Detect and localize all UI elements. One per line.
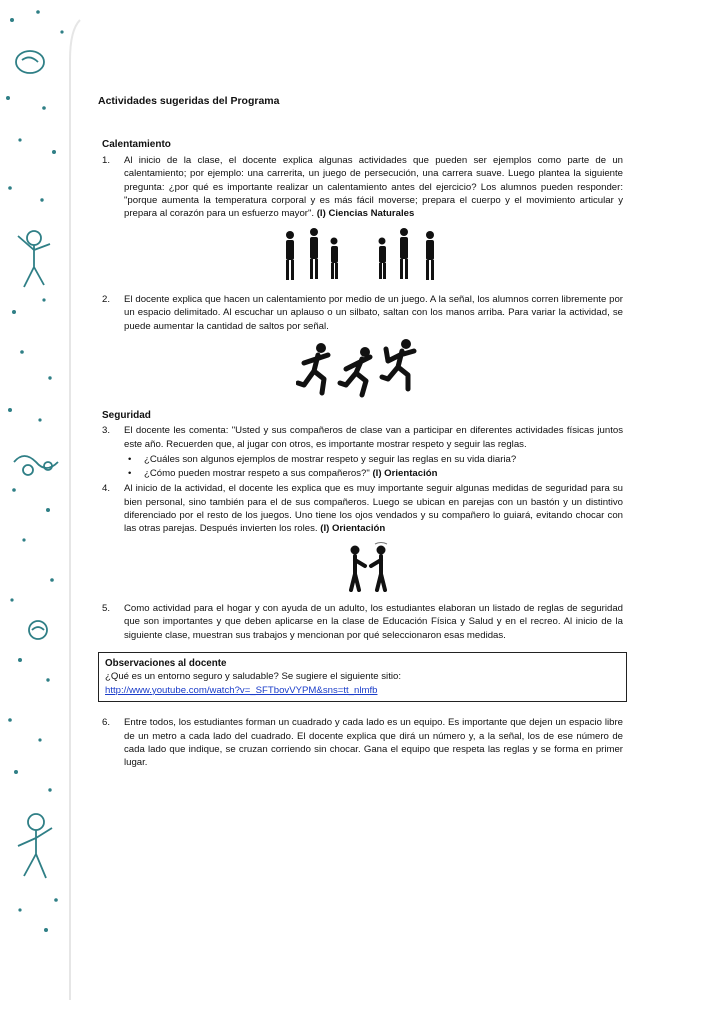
bullet-item: • ¿Cómo pueden mostrar respeto a sus compañeros?" (I) Orientación <box>128 467 438 479</box>
standing-people-icon <box>276 227 446 285</box>
item-number: 4. <box>102 483 111 495</box>
observations-title: Observaciones al docente <box>105 657 227 669</box>
item-text: El docente explica que hacen un calentamiento por medio de un juego. A la señal, los alumnos corren libremente por un espacio delimitado. Al escuchar un aplauso o un silbato, saltan con los manos arriba. Para variar la actividad, se puede aumentar la cantidad de saltos por señal. <box>124 293 623 332</box>
item-number: 5. <box>102 602 111 614</box>
item-tag: (I) Ciencias Naturales <box>316 208 415 220</box>
list-item <box>102 424 623 451</box>
page-edge-curve <box>0 0 90 1020</box>
bullet-list <box>128 453 623 480</box>
item-text: El docente les comenta: "Usted y sus compañeros de clase van a participar en diferentes actividades físicas juntos este año. Recuerden que, al jugar con otros, es importante mostrar respeto y seguir las reglas. <box>124 425 623 450</box>
section-title-safety: Seguridad <box>102 410 151 422</box>
bullet-item: • ¿Cuáles son algunos ejemplos de mostrar respeto y seguir las reglas en su vida diaria? <box>128 454 517 466</box>
page-title: Actividades sugeridas del Programa <box>98 95 280 107</box>
item-text: Entre todos, los estudiantes forman un cuadrado y cada lado es un equipo. Es importante que dejen un espacio libre de un metro a cada lado del cuadrado. El docente explica que dirá un número y, a la señal, los de ese número de cada lado que indique, se cruzan corriendo sin chocar. Gana el equipo que respeta las reglas y se forma en primer lugar. <box>124 717 623 769</box>
list-item <box>102 716 623 770</box>
pair-walking-icon <box>341 542 401 594</box>
observations-box <box>98 652 627 702</box>
observations-text: ¿Qué es un entorno seguro y saludable? Se sugiere el siguiente sitio: <box>105 671 401 683</box>
figure-standing-people <box>98 227 623 285</box>
item-text: Como actividad para el hogar y con ayuda de un adulto, los estudiantes elaboran un listado de reglas de seguridad que son importantes y que deben aplicarse en la clase de Educación Física y Salud y en el recreo. Al inicio de la siguiente clase, muestran sus trabajos y mencionan por qué seleccionaron esas medidas. <box>124 602 623 641</box>
item-tag: (I) Orientación <box>372 467 438 479</box>
figure-pair-walking <box>98 542 623 594</box>
item-tag: (I) Orientación <box>320 523 386 535</box>
figure-running-people <box>98 339 623 399</box>
item-text: Al inicio de la clase, el docente explica algunas actividades que pueden ser ejemplos como parte de un calentamiento; por ejemplo: una carrerita, un juego de persecución, una carrera suave. Luego plantea la siguiente pregunta: ¿por qué es importante realizar un calentamiento antes del ejercicio? Los alumnos pueden responder: "porque aumenta la temperatura corporal y es más fácil moverse; prepara el cuerpo y el movimiento articular y prepara al corazón para un esfuerzo mayor". (I) Ciencias Naturales <box>124 154 623 220</box>
bullet-icon: • <box>128 454 132 466</box>
list-item <box>102 482 623 536</box>
section-title-warmup: Calentamiento <box>102 139 171 151</box>
item-text: Al inicio de la actividad, el docente les explica que es muy importante seguir algunas medidas de seguridad para su bien personal, sino también para el de sus compañeros. Luego se ubican en parejas con un bastón y un distintivo diferenciado por el resto de los juegos. Uno tiene los ojos vendados y su compañero lo guiará, evitando chocar con las otras parejas. Después invierten los roles. (I) Orientación <box>124 483 623 535</box>
bullet-icon: • <box>128 467 132 479</box>
item-number: 2. <box>102 293 111 305</box>
observations-link[interactable]: http://www.youtube.com/watch?v=_SFTbovVYPM&sns=tt_nlmfb <box>105 684 378 696</box>
list-item <box>102 154 623 221</box>
list-item <box>102 602 623 642</box>
item-number: 1. <box>102 154 111 166</box>
item-number: 3. <box>102 425 111 437</box>
item-number: 6. <box>102 717 111 729</box>
running-people-icon <box>296 339 426 399</box>
list-item <box>102 293 623 333</box>
document-body <box>98 95 623 770</box>
